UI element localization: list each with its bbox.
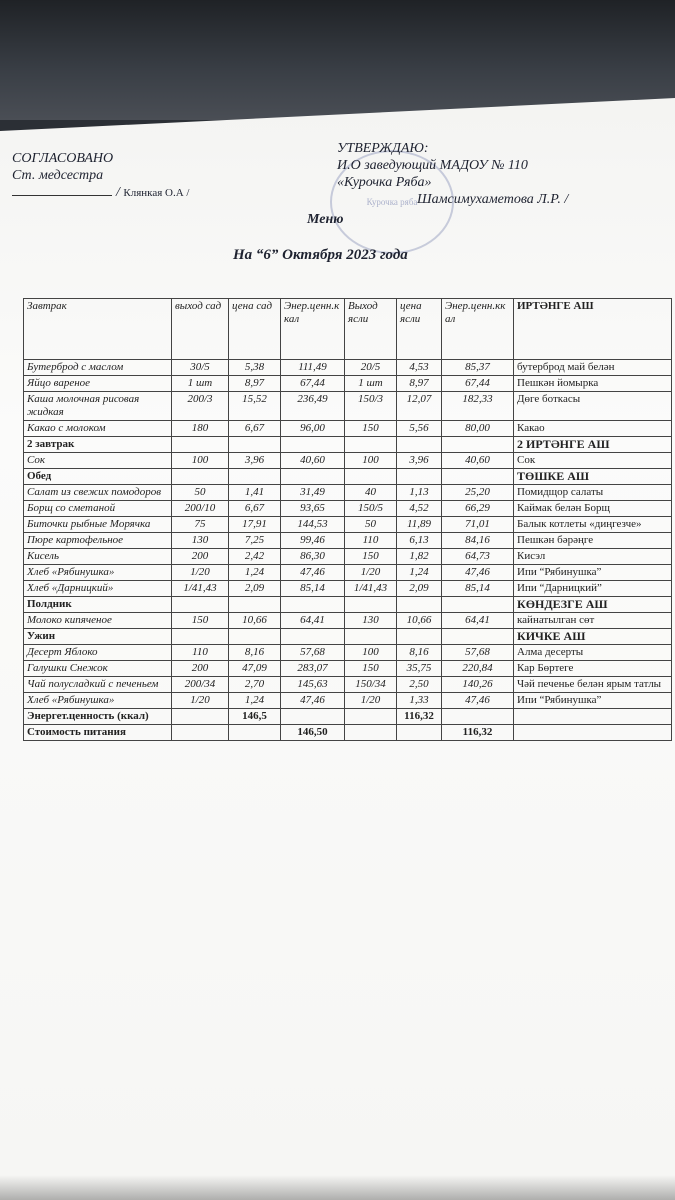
table-row xyxy=(24,677,672,693)
value-cell: 1/41,43 xyxy=(345,581,397,597)
director-signature xyxy=(337,191,568,208)
header-cell: Выход ясли xyxy=(345,299,397,360)
director-signature-name: Шамсимухаметова Л.Р. / xyxy=(417,192,569,207)
value-cell: 1/41,43 xyxy=(172,581,229,597)
value-cell: 100 xyxy=(345,645,397,661)
header-cell: Энер.ценн.ккал xyxy=(281,299,345,360)
value-cell: 85,14 xyxy=(442,581,514,597)
value-cell: 57,68 xyxy=(442,645,514,661)
value-cell: 47,46 xyxy=(281,565,345,581)
value-cell: 40,60 xyxy=(442,453,514,469)
value-cell: 1,24 xyxy=(397,565,442,581)
value-cell xyxy=(172,709,229,725)
value-cell: 6,13 xyxy=(397,533,442,549)
value-cell xyxy=(281,629,345,645)
value-cell xyxy=(397,597,442,613)
section-row xyxy=(24,725,672,741)
tatar-name-cell: Кисэл xyxy=(514,549,672,565)
value-cell xyxy=(172,597,229,613)
header-cell: цена ясли xyxy=(397,299,442,360)
value-cell: 8,97 xyxy=(397,376,442,392)
value-cell: 7,25 xyxy=(229,533,281,549)
dish-name-cell: Молоко кипяченое xyxy=(24,613,172,629)
value-cell: 8,97 xyxy=(229,376,281,392)
value-cell: 1/20 xyxy=(345,693,397,709)
tatar-name-cell: Ипи “Рябинушка” xyxy=(514,693,672,709)
dish-name-cell: Кисель xyxy=(24,549,172,565)
value-cell: 150 xyxy=(345,661,397,677)
value-cell xyxy=(229,725,281,741)
value-cell: 182,33 xyxy=(442,392,514,421)
director-position: И.О заведующий МАДОУ № 110 xyxy=(337,158,528,173)
value-cell: 75 xyxy=(172,517,229,533)
dish-name-cell: Десерт Яблоко xyxy=(24,645,172,661)
value-cell: 99,46 xyxy=(281,533,345,549)
header-cell: цена сад xyxy=(229,299,281,360)
value-cell: 236,49 xyxy=(281,392,345,421)
dish-name-cell: Биточки рыбные Морячка xyxy=(24,517,172,533)
value-cell: 15,52 xyxy=(229,392,281,421)
approval-block-left xyxy=(12,150,189,202)
tatar-name-cell: бутерброд май белән xyxy=(514,360,672,376)
value-cell: 5,38 xyxy=(229,360,281,376)
value-cell: 84,16 xyxy=(442,533,514,549)
value-cell: 130 xyxy=(345,613,397,629)
value-cell: 71,01 xyxy=(442,517,514,533)
dish-name-cell: Ужин xyxy=(24,629,172,645)
value-cell: 140,26 xyxy=(442,677,514,693)
value-cell: 50 xyxy=(172,485,229,501)
dish-name-cell: Бутерброд с маслом xyxy=(24,360,172,376)
value-cell: 1,24 xyxy=(229,565,281,581)
tatar-name-cell: ТӨШКЕ АШ xyxy=(514,469,672,485)
value-cell: 110 xyxy=(172,645,229,661)
value-cell xyxy=(397,469,442,485)
value-cell: 40,60 xyxy=(281,453,345,469)
value-cell xyxy=(345,629,397,645)
dish-name-cell: Полдник xyxy=(24,597,172,613)
dish-name-cell: Хлеб «Рябинушка» xyxy=(24,693,172,709)
value-cell xyxy=(345,597,397,613)
value-cell: 150/5 xyxy=(345,501,397,517)
value-cell: 100 xyxy=(345,453,397,469)
tatar-name-cell: Алма десерты xyxy=(514,645,672,661)
tatar-name-cell: Помидщор салаты xyxy=(514,485,672,501)
dish-name-cell: Яйцо вареное xyxy=(24,376,172,392)
value-cell: 100 xyxy=(172,453,229,469)
value-cell xyxy=(172,629,229,645)
value-cell: 8,16 xyxy=(229,645,281,661)
value-cell: 4,53 xyxy=(397,360,442,376)
value-cell: 180 xyxy=(172,421,229,437)
value-cell: 2,09 xyxy=(397,581,442,597)
dish-name-cell: Хлеб «Рябинушка» xyxy=(24,565,172,581)
value-cell xyxy=(281,597,345,613)
dish-name-cell: Салат из свежих помодоров xyxy=(24,485,172,501)
value-cell: 1/20 xyxy=(172,565,229,581)
tatar-name-cell: Балык котлеты «диңгезче» xyxy=(514,517,672,533)
dish-name-cell: Галушки Снежок xyxy=(24,661,172,677)
tatar-name-cell: Пешкән йомырка xyxy=(514,376,672,392)
value-cell: 2,70 xyxy=(229,677,281,693)
value-cell: 5,56 xyxy=(397,421,442,437)
value-cell xyxy=(229,629,281,645)
table-row xyxy=(24,581,672,597)
value-cell: 93,65 xyxy=(281,501,345,517)
table-row xyxy=(24,485,672,501)
value-cell: 11,89 xyxy=(397,517,442,533)
value-cell: 1,13 xyxy=(397,485,442,501)
table-row xyxy=(24,533,672,549)
value-cell: 144,53 xyxy=(281,517,345,533)
value-cell: 50 xyxy=(345,517,397,533)
value-cell: 1,41 xyxy=(229,485,281,501)
dish-name-cell: Чай полусладкий с печеньем xyxy=(24,677,172,693)
section-row xyxy=(24,709,672,725)
value-cell: 146,50 xyxy=(281,725,345,741)
value-cell: 80,00 xyxy=(442,421,514,437)
value-cell: 220,84 xyxy=(442,661,514,677)
value-cell: 47,46 xyxy=(442,565,514,581)
value-cell: 47,09 xyxy=(229,661,281,677)
value-cell: 10,66 xyxy=(229,613,281,629)
value-cell: 200/3 xyxy=(172,392,229,421)
value-cell: 66,29 xyxy=(442,501,514,517)
value-cell: 2,42 xyxy=(229,549,281,565)
approve-title: УТВЕРЖДАЮ: xyxy=(337,141,429,156)
value-cell: 150 xyxy=(345,421,397,437)
table-row xyxy=(24,645,672,661)
dish-name-cell: Обед xyxy=(24,469,172,485)
paper-bottom-shadow xyxy=(0,1175,675,1200)
value-cell: 1 шт xyxy=(172,376,229,392)
value-cell: 67,44 xyxy=(281,376,345,392)
value-cell: 30/5 xyxy=(172,360,229,376)
value-cell: 1 шт xyxy=(345,376,397,392)
value-cell: 130 xyxy=(172,533,229,549)
background-surface xyxy=(0,0,675,120)
value-cell: 1,33 xyxy=(397,693,442,709)
organization-name: «Курочка Ряба» xyxy=(337,175,432,190)
value-cell: 150/3 xyxy=(345,392,397,421)
value-cell xyxy=(345,437,397,453)
tatar-name-cell: КИЧКЕ АШ xyxy=(514,629,672,645)
value-cell: 283,07 xyxy=(281,661,345,677)
value-cell: 64,41 xyxy=(281,613,345,629)
table-row xyxy=(24,392,672,421)
signature-name: Клянкая О.А / xyxy=(123,187,190,199)
value-cell xyxy=(172,437,229,453)
value-cell: 146,5 xyxy=(229,709,281,725)
value-cell: 1,82 xyxy=(397,549,442,565)
dish-name-cell: Пюре картофельное xyxy=(24,533,172,549)
tatar-name-cell: Какао xyxy=(514,421,672,437)
value-cell: 17,91 xyxy=(229,517,281,533)
value-cell: 31,49 xyxy=(281,485,345,501)
tatar-name-cell xyxy=(514,709,672,725)
table-row xyxy=(24,565,672,581)
value-cell: 2,50 xyxy=(397,677,442,693)
value-cell: 200 xyxy=(172,661,229,677)
value-cell xyxy=(442,629,514,645)
value-cell: 3,96 xyxy=(229,453,281,469)
value-cell: 10,66 xyxy=(397,613,442,629)
tatar-name-cell: кайнатылган сөт xyxy=(514,613,672,629)
menu-table xyxy=(23,298,672,741)
dish-name-cell: Хлеб «Дарницкий» xyxy=(24,581,172,597)
header-cell: Завтрак xyxy=(24,299,172,360)
dish-name-cell: Каша молочная рисовая жидкая xyxy=(24,392,172,421)
value-cell xyxy=(442,469,514,485)
value-cell: 116,32 xyxy=(397,709,442,725)
value-cell: 110 xyxy=(345,533,397,549)
table-row xyxy=(24,549,672,565)
tatar-name-cell: Ипи “Рябинушка” xyxy=(514,565,672,581)
value-cell xyxy=(281,709,345,725)
value-cell: 40 xyxy=(345,485,397,501)
value-cell xyxy=(345,725,397,741)
value-cell: 200/10 xyxy=(172,501,229,517)
value-cell xyxy=(397,725,442,741)
tatar-name-cell: Каймак белән Борщ xyxy=(514,501,672,517)
value-cell: 8,16 xyxy=(397,645,442,661)
table-row xyxy=(24,693,672,709)
value-cell: 64,41 xyxy=(442,613,514,629)
table-row xyxy=(24,421,672,437)
value-cell xyxy=(172,469,229,485)
tatar-name-cell xyxy=(514,725,672,741)
value-cell: 57,68 xyxy=(281,645,345,661)
value-cell xyxy=(229,437,281,453)
value-cell: 200 xyxy=(172,549,229,565)
tatar-name-cell: Дөге боткасы xyxy=(514,392,672,421)
approval-block-right xyxy=(337,140,568,208)
value-cell: 145,63 xyxy=(281,677,345,693)
table-row xyxy=(24,501,672,517)
value-cell: 47,46 xyxy=(442,693,514,709)
table-row xyxy=(24,517,672,533)
approved-title: СОГЛАСОВАНО xyxy=(12,151,114,166)
value-cell: 35,75 xyxy=(397,661,442,677)
value-cell: 150 xyxy=(345,549,397,565)
value-cell xyxy=(397,629,442,645)
value-cell: 6,67 xyxy=(229,421,281,437)
section-row xyxy=(24,469,672,485)
value-cell xyxy=(442,597,514,613)
table-row xyxy=(24,360,672,376)
signature-line xyxy=(12,195,112,196)
value-cell xyxy=(229,597,281,613)
table-row xyxy=(24,453,672,469)
value-cell: 85,37 xyxy=(442,360,514,376)
value-cell xyxy=(281,469,345,485)
table-row xyxy=(24,613,672,629)
value-cell: 4,52 xyxy=(397,501,442,517)
section-row xyxy=(24,597,672,613)
value-cell: 2,09 xyxy=(229,581,281,597)
value-cell: 1,24 xyxy=(229,693,281,709)
header-cell: ИРТӘНГЕ АШ xyxy=(514,299,672,360)
value-cell xyxy=(229,469,281,485)
dish-name-cell: Борщ со сметаной xyxy=(24,501,172,517)
table-row xyxy=(24,661,672,677)
header-cell: выход сад xyxy=(172,299,229,360)
tatar-name-cell: Чәй печенье белән ярым татлы xyxy=(514,677,672,693)
value-cell: 150/34 xyxy=(345,677,397,693)
value-cell: 47,46 xyxy=(281,693,345,709)
value-cell: 200/34 xyxy=(172,677,229,693)
value-cell xyxy=(281,437,345,453)
tatar-name-cell: Пешкән бәрәңге xyxy=(514,533,672,549)
value-cell: 67,44 xyxy=(442,376,514,392)
value-cell: 111,49 xyxy=(281,360,345,376)
signature-row: / Клянкая О.А / xyxy=(12,184,189,202)
menu-table-body xyxy=(24,299,672,741)
dish-name-cell: 2 завтрак xyxy=(24,437,172,453)
value-cell: 25,20 xyxy=(442,485,514,501)
value-cell: 3,96 xyxy=(397,453,442,469)
value-cell: 64,73 xyxy=(442,549,514,565)
value-cell xyxy=(397,437,442,453)
approver-role: Ст. медсестра xyxy=(12,168,104,183)
tatar-name-cell: Сок xyxy=(514,453,672,469)
value-cell: 20/5 xyxy=(345,360,397,376)
stamp-text: Курочка ряба xyxy=(366,197,418,207)
dish-name-cell: Какао с молоком xyxy=(24,421,172,437)
tatar-name-cell: Кар Бөртеге xyxy=(514,661,672,677)
dish-name-cell: Энергет.ценность (ккал) xyxy=(24,709,172,725)
menu-date: На “6” Октября 2023 года xyxy=(233,247,408,263)
table-row xyxy=(24,376,672,392)
value-cell: 12,07 xyxy=(397,392,442,421)
menu-title: Меню xyxy=(307,212,344,227)
tatar-name-cell: Ипи “Дарницкий” xyxy=(514,581,672,597)
value-cell xyxy=(172,725,229,741)
value-cell: 150 xyxy=(172,613,229,629)
section-row xyxy=(24,629,672,645)
table-header-row xyxy=(24,299,672,360)
dish-name-cell: Стоимость питания xyxy=(24,725,172,741)
tatar-name-cell: 2 ИРТӘНГЕ АШ xyxy=(514,437,672,453)
value-cell: 96,00 xyxy=(281,421,345,437)
value-cell xyxy=(345,709,397,725)
dish-name-cell: Сок xyxy=(24,453,172,469)
value-cell xyxy=(345,469,397,485)
section-row xyxy=(24,437,672,453)
value-cell: 86,30 xyxy=(281,549,345,565)
tatar-name-cell: КӨНДЕЗГЕ АШ xyxy=(514,597,672,613)
value-cell xyxy=(442,437,514,453)
value-cell: 116,32 xyxy=(442,725,514,741)
value-cell: 1/20 xyxy=(172,693,229,709)
value-cell xyxy=(442,709,514,725)
value-cell: 6,67 xyxy=(229,501,281,517)
value-cell: 1/20 xyxy=(345,565,397,581)
header-cell: Энер.ценн.ккал xyxy=(442,299,514,360)
value-cell: 85,14 xyxy=(281,581,345,597)
